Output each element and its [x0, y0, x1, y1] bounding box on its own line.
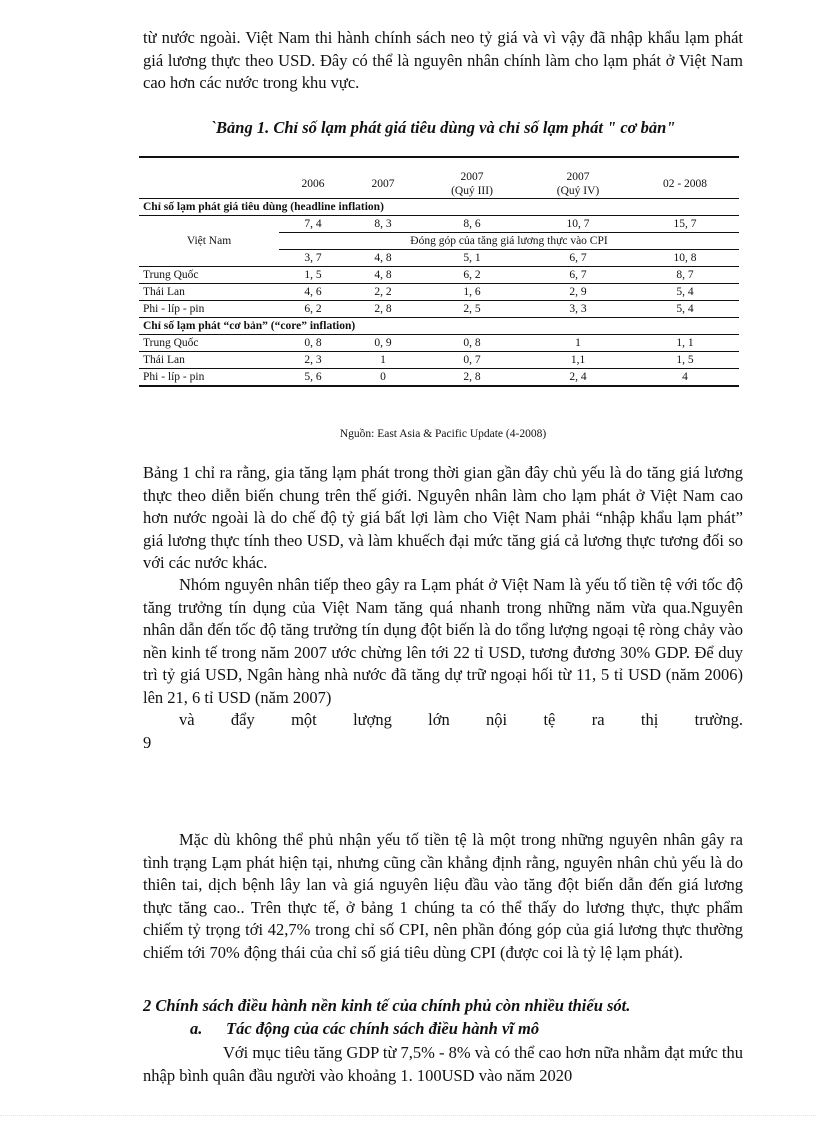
- table-top-rule: [139, 156, 739, 158]
- inflation-table: [139, 170, 739, 387]
- paragraph-3-last-line: và đẩy một lượng lớn nội tệ ra thị trường.: [179, 710, 743, 729]
- header-2007: 2007: [371, 178, 395, 190]
- subsection-title: Tác động của các chính sách điều hành vĩ mô: [226, 1019, 540, 1038]
- subsection-label: a.: [190, 1019, 203, 1038]
- section-headline-inflation: Chỉ số lạm phát giá tiêu dùng (headline inflation): [139, 199, 739, 216]
- paragraph-5: Với mục tiêu tăng GDP từ 7,5% - 8% và có thể cao hơn nữa nhằm đạt mức thu nhập bình quân đầu người vào khoảng 1. 100USD vào năm 2020: [143, 1043, 743, 1085]
- table-header-row: [139, 170, 739, 199]
- table-row: Thái Lan 2, 3 1 0, 7 1,1 1, 5: [139, 352, 739, 369]
- table-source: Nguồn: East Asia & Pacific Update (4-2008): [339, 428, 547, 440]
- section-core-inflation: Chỉ số lạm phát “cơ bản” (“core” inflation): [139, 318, 739, 335]
- table-row: Phi - líp - pin 6, 2 2, 8 2, 5 3, 3 5, 4: [143, 303, 694, 315]
- table-row: Phi - líp - pin 5, 6 0 2, 8 2, 4 4: [139, 369, 739, 387]
- table-row-vietnam-food: 3, 7 4, 8 5, 1 6, 7 10, 8: [139, 250, 739, 267]
- footnote-marker: 9: [143, 732, 152, 752]
- intro-paragraph: từ nước ngoài. Việt Nam thi hành chính sách neo tỷ giá và vì vậy đã nhập khẩu lạm phát giá lương thực theo USD. Đây có thể là nguyên nhân chính làm cho lạm phát ở Việt Nam cao hơn các nước trong khu vực.: [143, 28, 743, 92]
- paragraph-3: [143, 574, 743, 754]
- header-2006: 2006: [301, 178, 325, 190]
- row-label-vietnam: Việt Nam: [186, 235, 232, 247]
- vietnam-food-contribution-note: Đóng góp của tăng giá lương thực vào CPI: [279, 233, 739, 250]
- table-row: Trung Quốc 1, 5 4, 8 6, 2 6, 7 8, 7: [139, 267, 739, 284]
- subsection-heading-a: [190, 1019, 750, 1039]
- header-02-2008: 02 - 2008: [662, 178, 708, 190]
- section-heading-2: 2 Chính sách điều hành nền kinh tế của chính phủ còn nhiều thiếu sót.: [143, 996, 631, 1015]
- paragraph-2: Bảng 1 chỉ ra rằng, gia tăng lạm phát trong thời gian gần đây chủ yếu là do tăng giá lương thực theo diễn biến chung trên thế giới. Nguyên nhân làm cho lạm phát ở Việt Nam cao hơn nước ngoài là do chế độ tỷ giá bất lợi làm cho Việt Nam phải “nhập khẩu lạm phát” giá lương thực tính theo USD, và làm khuếch đại mức tăng giá cả lương thực tương đối so với các nước khác.: [143, 463, 743, 572]
- header-2007-q4: 2007 (Quý IV): [556, 171, 600, 197]
- table-caption: `Bảng 1. Chỉ số lạm phát giá tiêu dùng và chỉ số lạm phát " cơ bản": [210, 118, 676, 137]
- paragraph-3-text: Nhóm nguyên nhân tiếp theo gây ra Lạm phát ở Việt Nam là yếu tố tiền tệ với tốc độ tăng trưởng tín dụng của Việt Nam tăng quá nhanh trong những năm vừa qua.Nguyên nhân dẫn đến tốc độ tăng trưởng tín dụng đột biến là do tổng lượng ngoại tệ ròng chảy vào nền kinh tế trong năm 2007 ước chừng lên tới 22 tỉ USD, tương đương 30% GDP. Để duy trì tỷ giá USD, Ngân hàng nhà nước đã tăng dự trữ ngoại hối từ 11, 5 tỉ USD (năm 2006) lên 21, 6 tỉ USD (năm 2007): [143, 575, 743, 707]
- table-row-vietnam-cpi: Việt Nam 7, 4 8, 3 8, 6 10, 7 15, 7: [139, 216, 739, 233]
- paragraph-4: Mặc dù không thể phủ nhận yếu tố tiền tệ là một trong những nguyên nhân gây ra tình trạng Lạm phát hiện tại, nhưng cũng cần khẳng định rằng, nguyên nhân chủ yếu là do thiên tai, dịch bệnh lây lan và giá nguyên liệu đầu vào tăng đột biến dẫn đến giá lương thực tăng cao.. Trên thực tế, ở bảng 1 chúng ta có thể thấy do lương thực, thực phẩm chiếm tỷ trọng tới 42,7% trong chỉ số CPI, nên phần đóng góp của giá lương thực thường chiếm tới 70% động thái của chỉ số giá tiêu dùng CPI (được coi là tỷ lệ lạm phát).: [143, 830, 743, 962]
- header-2007-q3: 2007 (Quý III): [451, 171, 493, 197]
- table-row: Trung Quốc 0, 8 0, 9 0, 8 1 1, 1: [139, 335, 739, 352]
- page-bottom-divider: [0, 1115, 816, 1116]
- table-row: Thái Lan 4, 6 2, 2 1, 6 2, 9 5, 4: [139, 284, 739, 301]
